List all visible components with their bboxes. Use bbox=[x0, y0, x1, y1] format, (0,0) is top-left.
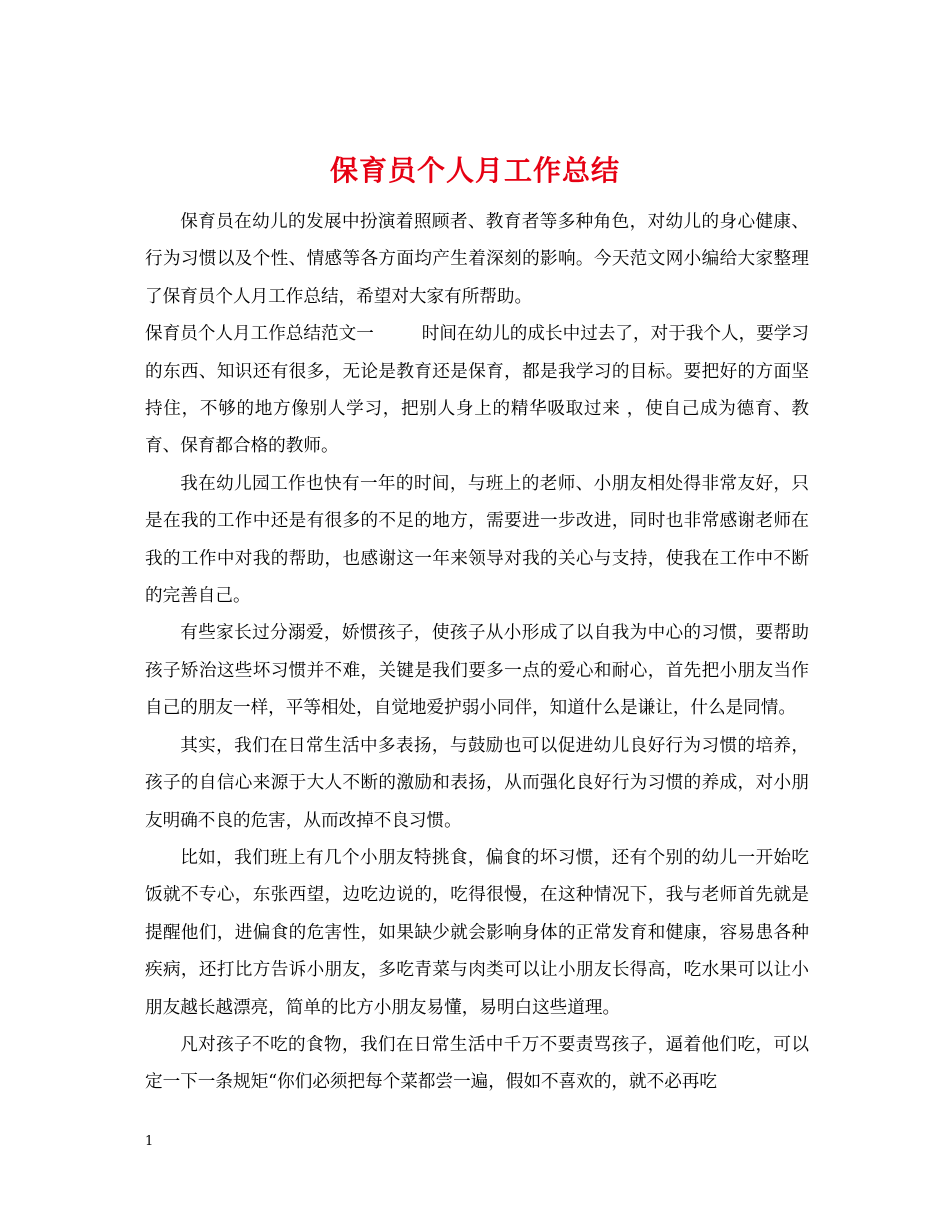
paragraph-food-rules: 凡对孩子不吃的食物，我们在日常生活中千万不要责骂孩子，逼着他们吃，可以定一下一条规矩“你们必须把每个菜都尝一遍，假如不喜欢的，就不必再吃 bbox=[145, 1034, 809, 1093]
paragraph-picky-eating: 比如，我们班上有几个小朋友特挑食，偏食的坏习惯，还有个别的幼儿一开始吃饭就不专心，东张西望，边吃边说的，吃得很慢，在这种情况下，我与老师首先就是提醒他们，进偏食的危害性，如果缺少就会影响身体的正常发育和健康，容易患各种疾病，还打比方告诉小朋友，多吃青菜与肉类可以让小朋友长得高，吃水果可以让小朋友越长越漂亮，简单的比方小朋友易懂，易明白这些道理。 bbox=[145, 847, 809, 1018]
section-heading: 保育员个人月工作总结范文一 bbox=[145, 324, 374, 345]
paragraph-text: 时间在幼儿的成长中过去了，对于我个人，要学习的东西、知识还有很多，无论是教育还是保育，都是我学习的目标。要把好的方面坚持住，不够的地方像别人学习，把别人身上的精华吸取过来 ，使自己成为德育、教育、保育都合格的教师。 bbox=[145, 324, 809, 457]
document-title: 保育员个人月工作总结 bbox=[329, 153, 620, 187]
document-body bbox=[145, 204, 809, 1102]
paragraph-work-year: 我在幼儿园工作也快有一年的时间，与班上的老师、小朋友相处得非常友好，只是在我的工作中还是有很多的不足的地方，需要进一步改进，同时也非常感谢老师在我的工作中对我的帮助，也感谢这一年来领导对我的关心与支持，使我在工作中不断的完善自己。 bbox=[145, 473, 809, 607]
paragraph-parents: 有些家长过分溺爱，娇惯孩子，使孩子从小形成了以自我为中心的习惯，要帮助孩子矫治这些坏习惯并不难，关键是我们要多一点的爱心和耐心，首先把小朋友当作自己的朋友一样，平等相处，自觉地爱护弱小同伴，知道什么是谦让，什么是同情。 bbox=[145, 623, 809, 719]
paragraph-praise: 其实，我们在日常生活中多表扬，与鼓励也可以促进幼儿良好行为习惯的培养，孩子的自信心来源于大人不断的激励和表扬，从而强化良好行为习惯的养成，对小朋友明确不良的危害，从而改掉不良习惯。 bbox=[145, 735, 809, 831]
paragraph-sample-one bbox=[145, 316, 809, 466]
paragraph-intro: 保育员在幼儿的发展中扮演着照顾者、教育者等多种角色，对幼儿的身心健康、行为习惯以及个性、情感等各方面均产生着深刻的影响。今天范文网小编给大家整理了保育员个人月工作总结，希望对大家有所帮助。 bbox=[145, 212, 809, 307]
page-number: 1 bbox=[145, 1134, 154, 1149]
